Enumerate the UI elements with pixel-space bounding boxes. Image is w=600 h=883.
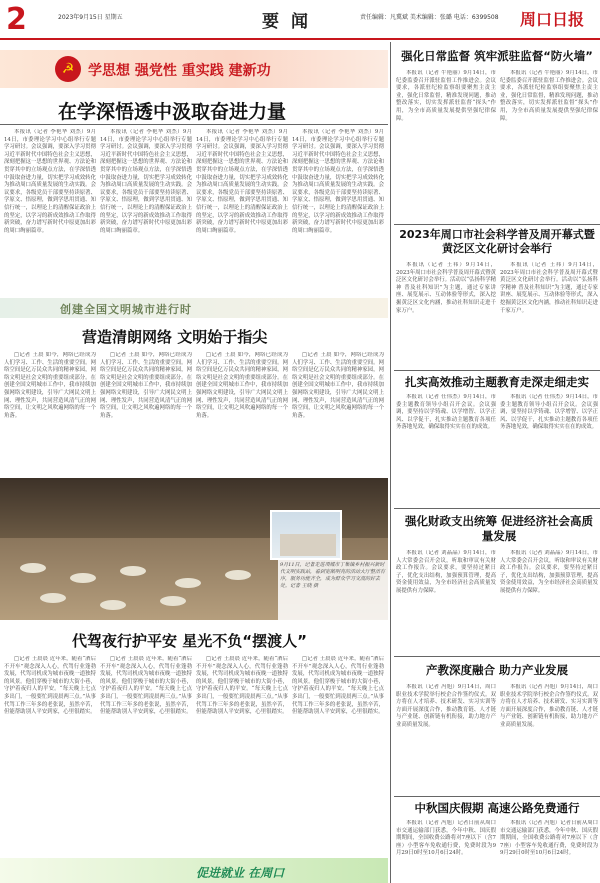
lead-headline: 在学深悟透中汲取奋进力量 [58,101,287,123]
photo-caption: 9月11日，记者走进项城市丁集镇乡村振兴新时代文明实践站，看到宽敞明亮的活动大厅整洁有序，服务功能齐全，成为群众学习交流的好去处。记者 王晓 摄 [278,560,388,620]
article-3-col-1: □记者 王晨晨 近年来，随着“酒后不开车”观念深入人心，代驾行业蓬勃发展，代驾司机成为城市夜晚一道独特的风景。他们穿梭于城市的大街小巷，守护着夜归人的平安。“每天晚上七点多出门，一般要忙到凌晨两三点。”从事代驾工作三年多的老张说，虽然辛苦，但能帮助别人平安到家，心里很踏实。 [4,656,96,716]
right-body-1b: 本报讯（记者 牛艳丽）9月14日，市纪委监委召开派驻监督工作推进会。会议要求，各派驻纪检监察组要聚焦主责主业，强化日常监督，精准发现问题，推动整改落实，切实发挥派驻监督“探头”作用，为全市高质量发展提供坚强纪律保障。 [500,70,598,122]
right-headline-5: 产教深度融合 助力产业发展 [425,663,568,677]
column-divider [390,42,391,883]
theme-banner [0,50,388,88]
masthead [0,0,600,40]
right-body-3a: 本报讯（记者 任伟杰）9月14日，市委主题教育领导小组召开会议。会议强调，要坚持以学铸魂、以学增智、以学正风、以学促干，扎实推动主题教育各项任务落地见效，确保取得实实在在的成效。 [396,394,496,431]
right-body-2a: 本报讯（记者 王祎）9月14日，2023年周口市社会科学普及周开幕式暨黄泛区文化研讨会举行。活动以“弘扬科学精神 普及社科知识”为主题，通过专家讲座、展览展示、互动体验等形式，深入挖掘黄泛区文化内涵，推动社科知识走进千家万户。 [396,262,496,314]
right-body-6b: 本报讯（记者 冯旭）记者日前从周口市交通运输部门获悉，今年中秋、国庆假期期间，全国收费公路将对7座以下（含7座）小型客车免收通行费，免费时段为9月29日0时至10月6日24时。 [500,820,598,857]
civilization-banner-text: 创建全国文明城市进行时 [60,303,192,316]
page-number: 2 [6,2,27,37]
issue-date: 2023年9月15日 星期五 [58,14,123,21]
divider [394,656,600,657]
right-headline-1: 强化日常监督 筑牢派驻监督“防火墙” [401,49,593,63]
right-body-5a: 本报讯（记者 冯旭）9月14日，周口职业技术学院举行校企合作签约仪式。双方将在人才培养、技术研发、实习实训等方面开展深度合作，推动教育链、人才链与产业链、创新链有机衔接，助力地方产业高质量发展。 [396,684,496,728]
lead-body-col-4: 本报讯（记者 李艳华 刘杰）9月14日，市委理论学习中心组举行专题学习研讨。会议强调，要深入学习贯彻习近平新时代中国特色社会主义思想，深刻把握这一思想的世界观、方法论和贯穿其中的立场观点方法，在学深悟透中汲取奋进力量，切实把学习成效转化为推动周口高质量发展的生动实践。会议要求，各级党员干部要坚持读原著、学原文、悟原理，做到学思用贯通、知信行统一，以理论上的清醒保证政治上的坚定，以学习的新成效推动工作取得新突破，奋力谱写新时代中原更加出彩的周口绚丽篇章。 [292,129,384,234]
civilization-banner [0,298,388,318]
theme-slogan: 学思想 强党性 重实践 建新功 [88,63,271,79]
right-headline-6: 中秋国庆假期 高速公路免费通行 [414,801,580,815]
right-body-4b: 本报讯（记者 刘晶晶）9月14日，市人大常委会召开会议，听取和审议有关财政工作报告。会议要求，要坚持过紧日子，优化支出结构，加强预算管理，提高资金使用效益，为全市经济社会高质量发展提供有力保障。 [500,550,598,594]
article-3-col-2: □记者 王晨晨 近年来，随着“酒后不开车”观念深入人心，代驾行业蓬勃发展，代驾司机成为城市夜晚一道独特的风景。他们穿梭于城市的大街小巷，守护着夜归人的平安。“每天晚上七点多出门，一般要忙到凌晨两三点。”从事代驾工作三年多的老张说，虽然辛苦，但能帮助别人平安到家，心里很踏实。 [100,656,192,716]
right-body-3b: 本报讯（记者 任伟杰）9月14日，市委主题教育领导小组召开会议。会议强调，要坚持以学铸魂、以学增智、以学正风、以学促干，扎实推动主题教育各项任务落地见效，确保取得实实在在的成效。 [500,394,598,431]
party-emblem-icon: ☭ [55,56,81,82]
right-body-5b: 本报讯（记者 冯旭）9月14日，周口职业技术学院举行校企合作签约仪式。双方将在人才培养、技术研发、实习实训等方面开展深度合作，推动教育链、人才链与产业链、创新链有机衔接，助力地方产业高质量发展。 [500,684,598,728]
employment-banner [0,858,388,883]
article-3-headline: 代驾夜行护平安 星光不负“摆渡人” [72,632,307,650]
right-headline-2: 2023年周口市社会科学普及周开幕式暨黄泛区文化研讨会举行 [399,228,595,255]
divider [0,124,388,125]
employment-banner-text: 促进就业 在周口 [196,866,285,880]
right-body-2b: 本报讯（记者 王祎）9月14日，2023年周口市社会科学普及周开幕式暨黄泛区文化研讨会举行。活动以“弘扬科学精神 普及社科知识”为主题，通过专家讲座、展览展示、互动体验等形式，深入挖掘黄泛区文化内涵，推动社科知识走进千家万户。 [500,262,598,314]
editor-credits: 责任编辑：凡冀斌 美术编辑：张璐 电话：6399508 [360,14,499,21]
article-2-headline: 营造清朗网络 文明始于指尖 [82,328,268,346]
lead-body-col-3: 本报讯（记者 李艳华 刘杰）9月14日，市委理论学习中心组举行专题学习研讨。会议强调，要深入学习贯彻习近平新时代中国特色社会主义思想，深刻把握这一思想的世界观、方法论和贯穿其中的立场观点方法，在学深悟透中汲取奋进力量，切实把学习成效转化为推动周口高质量发展的生动实践。会议要求，各级党员干部要坚持读原著、学原文、悟原理，做到学思用贯通、知信行统一，以理论上的清醒保证政治上的坚定，以学习的新成效推动工作取得新突破，奋力谱写新时代中原更加出彩的周口绚丽篇章。 [196,129,288,234]
lead-body-col-1: 本报讯（记者 李艳华 刘杰）9月14日，市委理论学习中心组举行专题学习研讨。会议强调，要深入学习贯彻习近平新时代中国特色社会主义思想，深刻把握这一思想的世界观、方法论和贯穿其中的立场观点方法，在学深悟透中汲取奋进力量，切实把学习成效转化为推动周口高质量发展的生动实践。会议要求，各级党员干部要坚持读原著、学原文、悟原理，做到学思用贯通、知信行统一，以理论上的清醒保证政治上的坚定，以学习的新成效推动工作取得新突破，奋力谱写新时代中原更加出彩的周口绚丽篇章。 [4,129,96,234]
right-headline-3: 扎实高效推动主题教育走深走细走实 [405,375,589,389]
divider [394,370,600,371]
section-title: 要闻 [262,12,320,32]
article-3-col-3: □记者 王晨晨 近年来，随着“酒后不开车”观念深入人心，代驾行业蓬勃发展，代驾司机成为城市夜晚一道独特的风景。他们穿梭于城市的大街小巷，守护着夜归人的平安。“每天晚上七点多出门，一般要忙到凌晨两三点。”从事代驾工作三年多的老张说，虽然辛苦，但能帮助别人平安到家，心里很踏实。 [196,656,288,716]
divider [394,796,600,797]
newspaper-logo: 周口日报 [520,10,585,29]
article-2-col-2: □记者 王晨 如今，网络已经成为人们学习、工作、生活的重要空间。网络空间是亿万民众共同的精神家园，网络文明是社会文明的重要组成部分。在创建全国文明城市工作中，我市持续加强网络文明建设，引导广大网民文明上网、理性发声，共同营造风清气正的网络空间，让文明之风吹遍网络的每一个角落。 [100,352,192,419]
lead-body-col-2: 本报讯（记者 李艳华 刘杰）9月14日，市委理论学习中心组举行专题学习研讨。会议强调，要深入学习贯彻习近平新时代中国特色社会主义思想，深刻把握这一思想的世界观、方法论和贯穿其中的立场观点方法，在学深悟透中汲取奋进力量，切实把学习成效转化为推动周口高质量发展的生动实践。会议要求，各级党员干部要坚持读原著、学原文、悟原理，做到学思用贯通、知信行统一，以理论上的清醒保证政治上的坚定，以学习的新成效推动工作取得新突破，奋力谱写新时代中原更加出彩的周口绚丽篇章。 [100,129,192,234]
article-2-col-4: □记者 王晨 如今，网络已经成为人们学习、工作、生活的重要空间。网络空间是亿万民众共同的精神家园，网络文明是社会文明的重要组成部分。在创建全国文明城市工作中，我市持续加强网络文明建设，引导广大网民文明上网、理性发声，共同营造风清气正的网络空间，让文明之风吹遍网络的每一个角落。 [292,352,384,419]
right-body-6a: 本报讯（记者 冯旭）记者日前从周口市交通运输部门获悉，今年中秋、国庆假期期间，全国收费公路将对7座以下（含7座）小型客车免收通行费，免费时段为9月29日0时至10月6日24时。 [396,820,496,857]
right-body-1a: 本报讯（记者 牛艳丽）9月14日，市纪委监委召开派驻监督工作推进会。会议要求，各派驻纪检监察组要聚焦主责主业，强化日常监督，精准发现问题，推动整改落实，切实发挥派驻监督“探头”作用，为全市高质量发展提供坚强纪律保障。 [396,70,496,122]
inset-photo [270,510,342,560]
article-3-col-4: □记者 王晨晨 近年来，随着“酒后不开车”观念深入人心，代驾行业蓬勃发展，代驾司机成为城市夜晚一道独特的风景。他们穿梭于城市的大街小巷，守护着夜归人的平安。“每天晚上七点多出门，一般要忙到凌晨两三点。”从事代驾工作三年多的老张说，虽然辛苦，但能帮助别人平安到家，心里很踏实。 [292,656,384,716]
article-2-col-1: □记者 王晨 如今，网络已经成为人们学习、工作、生活的重要空间。网络空间是亿万民众共同的精神家园，网络文明是社会文明的重要组成部分。在创建全国文明城市工作中，我市持续加强网络文明建设，引导广大网民文明上网、理性发声，共同营造风清气正的网络空间，让文明之风吹遍网络的每一个角落。 [4,352,96,419]
right-body-4a: 本报讯（记者 刘晶晶）9月14日，市人大常委会召开会议，听取和审议有关财政工作报告。会议要求，要坚持过紧日子，优化支出结构，加强预算管理，提高资金使用效益，为全市经济社会高质量发展提供有力保障。 [396,550,496,594]
article-2-col-3: □记者 王晨 如今，网络已经成为人们学习、工作、生活的重要空间。网络空间是亿万民众共同的精神家园，网络文明是社会文明的重要组成部分。在创建全国文明城市工作中，我市持续加强网络文明建设，引导广大网民文明上网、理性发声，共同营造风清气正的网络空间，让文明之风吹遍网络的每一个角落。 [196,352,288,419]
right-headline-4: 强化财政支出统筹 促进经济社会高质量发展 [404,514,593,543]
divider [394,508,600,509]
divider [394,224,600,225]
